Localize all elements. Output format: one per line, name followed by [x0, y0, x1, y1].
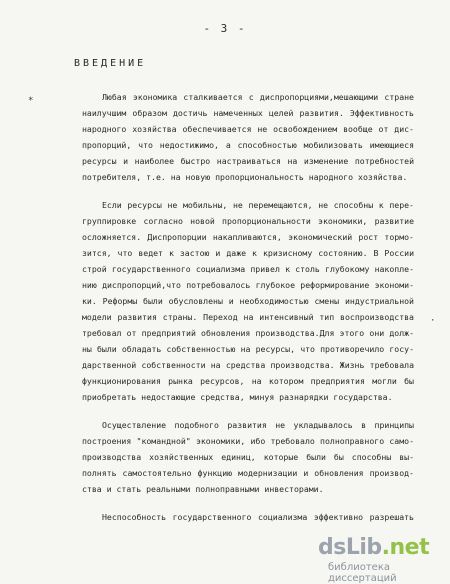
paragraph-line: ки. Реформы были обусловлены и необходимостью смены индустриальной: [82, 296, 414, 306]
paragraph-line: зится, что ведет к застою и даже к кризисному состоянию. В России: [82, 248, 414, 258]
margin-mark: ·: [430, 316, 436, 326]
paragraph-line: группировке согласно новой пропорциональности экономики, развитие: [82, 216, 414, 226]
paragraph-line: Если ресурсы не мобильны, не перемещаются, не способны к пере-: [102, 200, 414, 210]
logo-suffix-text: .net: [381, 535, 430, 560]
dslib-watermark: [318, 535, 448, 584]
dslib-logo: [318, 535, 429, 560]
paragraph-line: приобретать недостающие средства, минуя разнарядки государства.: [82, 392, 393, 402]
paragraph-line: ресурсы и наиболее быстро настраиваться на изменение потребностей: [82, 156, 414, 166]
paragraph-line: строй государственного социализма привел к столь глубокому накопле-: [82, 264, 414, 274]
paragraph-line: Любая экономика сталкивается с диспропорциями,мешающими стране: [102, 92, 414, 102]
paragraph-line: осложняется. Диспропорции накапливаются, экономический рост тормо-: [82, 232, 414, 242]
paragraph-line: Неспособность государственного социализма эффективно разрешать: [102, 512, 414, 522]
logo-subtitle: библиотека диссертаций: [328, 562, 397, 584]
paragraph-line: пропорций, что недостижимо, а способностью мобилизовать имеющиеся: [82, 140, 414, 150]
page-number: - 3 -: [203, 22, 247, 35]
paragraph-line: Осуществление подобного развития не укладывалось в принципы: [102, 420, 414, 430]
logo-main-text: dsLib: [318, 535, 382, 560]
paragraph-line: функционирования рынка ресурсов, на котором предприятия могли бы: [82, 376, 414, 386]
paragraph-line: производства хозяйственных единиц, которые были бы способны вы-: [82, 452, 414, 462]
paragraph-line: ства и стать реальными полноправными инвесторами.: [82, 484, 324, 494]
paragraph-line: нию диспропорций,что потребовалось глубокое реформирование экономи-: [82, 280, 414, 290]
paragraph-line: полнять самостоятельно функцию модернизации и обновления производ-: [82, 468, 414, 478]
paragraph-line: требовал от предприятий обновления производства.Для этого они долж-: [82, 328, 414, 338]
paragraph-line: ны были обладать собственностью на ресурсы, что противоречило госу-: [82, 344, 414, 354]
paragraph-line: модели развития страны. Переход на интенсивный тип воспроизводства: [82, 312, 414, 322]
section-heading: ВВЕДЕНИЕ: [74, 58, 147, 69]
paragraph-line: наилучшим образом достичь намеченных целей развития. Эффективность: [82, 108, 414, 118]
paragraph-line: построения "командной" экономики, ибо требовало полноправного само-: [82, 436, 414, 446]
paragraph-line: потребителя, т.е. на новую пропорциональность народного хозяйства.: [82, 172, 408, 182]
margin-mark: *: [28, 96, 34, 106]
paragraph-line: народного хозяйства обеспечивается не освобождением вообще от дис-: [82, 124, 414, 134]
paragraph-line: дарственной собственности на средства производства. Жизнь требовала: [82, 360, 414, 370]
